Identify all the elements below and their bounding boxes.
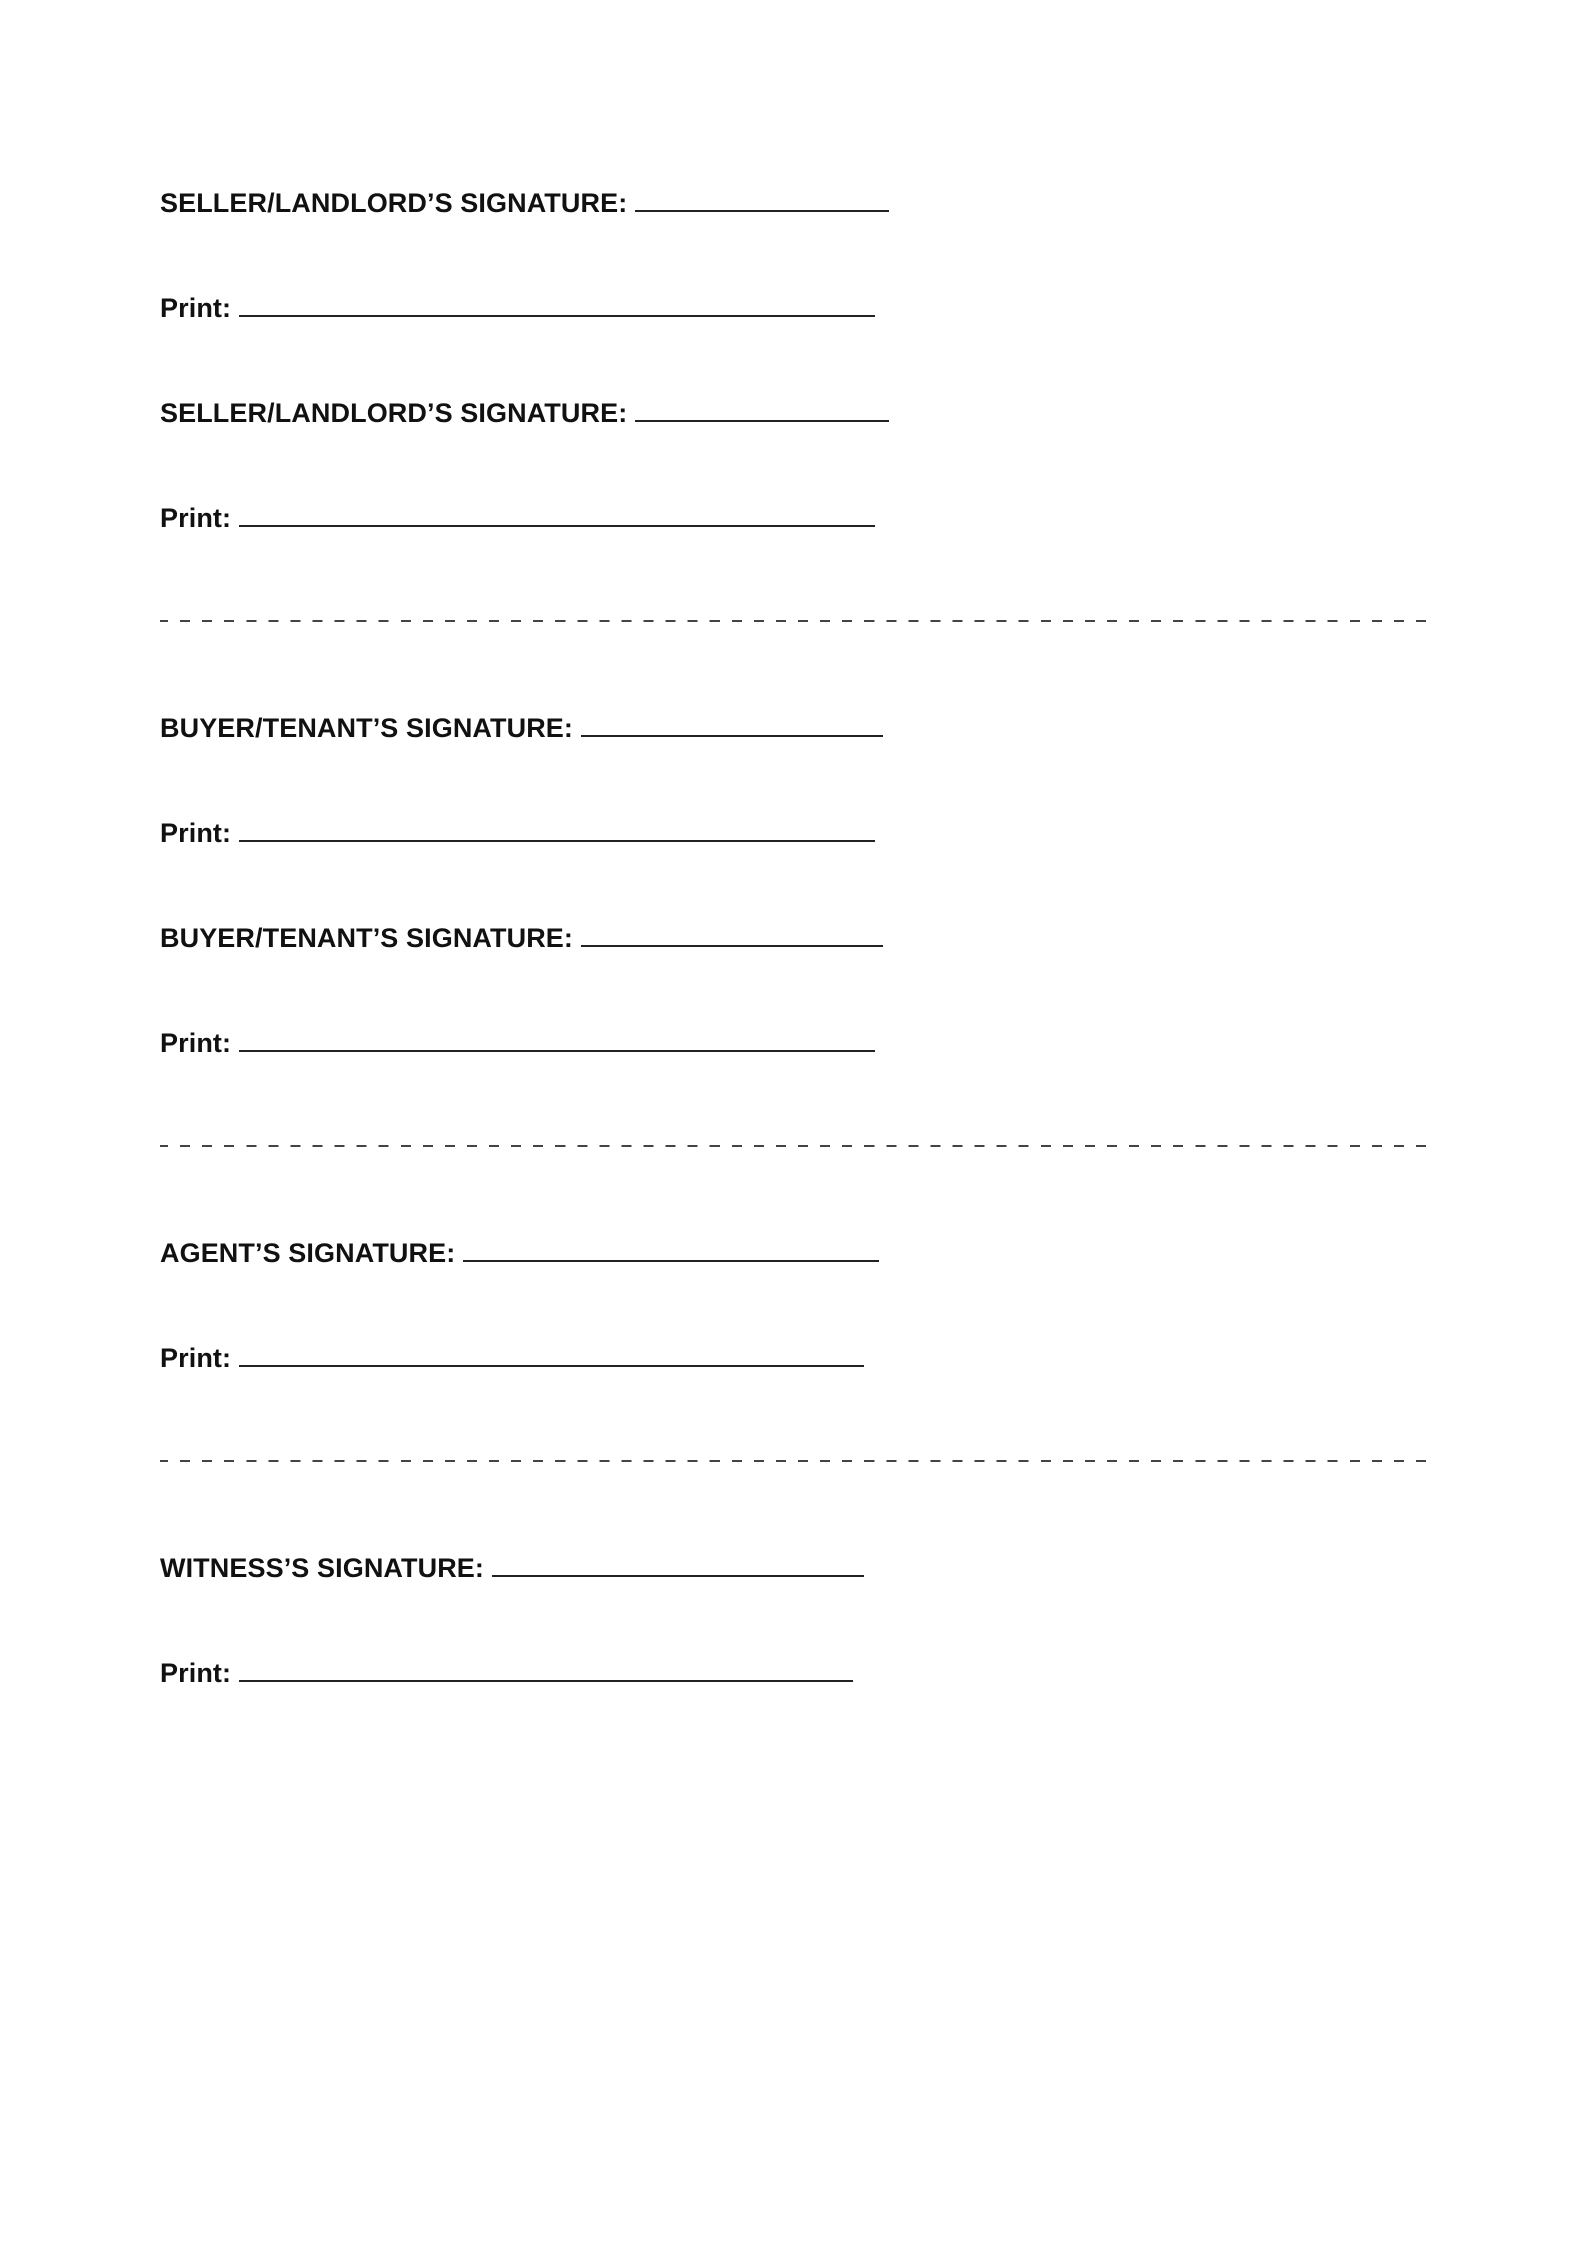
buyer-signature-line-1[interactable] <box>581 735 883 737</box>
witness-signature-line[interactable] <box>492 1575 864 1577</box>
buyer-print-line-2[interactable] <box>239 1050 875 1052</box>
witness-signature-field <box>160 1543 864 1583</box>
section-divider-1 <box>160 620 1428 622</box>
witness-print-label: Print: <box>160 1658 232 1688</box>
buyer-print-label-2: Print: <box>160 1028 232 1058</box>
seller-print-line-2[interactable] <box>239 525 875 527</box>
buyer-print-line-1[interactable] <box>239 840 875 842</box>
seller-print-field-1 <box>160 283 875 323</box>
buyer-signature-field-1 <box>160 703 883 743</box>
agent-print-label: Print: <box>160 1343 232 1373</box>
seller-print-line-1[interactable] <box>239 315 875 317</box>
section-divider-2 <box>160 1145 1428 1147</box>
buyer-print-field-1 <box>160 808 875 848</box>
section-divider-3 <box>160 1460 1428 1462</box>
witness-signature-label: WITNESS’S SIGNATURE: <box>160 1553 485 1583</box>
buyer-print-field-2 <box>160 1018 875 1058</box>
seller-signature-label-2: SELLER/LANDLORD’S SIGNATURE: <box>160 398 628 428</box>
agent-print-line[interactable] <box>239 1365 864 1367</box>
seller-signature-field-2 <box>160 388 889 428</box>
buyer-print-label-1: Print: <box>160 818 232 848</box>
witness-print-line[interactable] <box>239 1680 853 1682</box>
seller-print-field-2 <box>160 493 875 533</box>
buyer-signature-field-2 <box>160 913 883 953</box>
seller-print-label-2: Print: <box>160 503 232 533</box>
buyer-signature-line-2[interactable] <box>581 945 883 947</box>
seller-signature-line-1[interactable] <box>635 210 889 212</box>
agent-signature-field <box>160 1228 879 1268</box>
buyer-signature-label-2: BUYER/TENANT’S SIGNATURE: <box>160 923 574 953</box>
buyer-signature-label-1: BUYER/TENANT’S SIGNATURE: <box>160 713 574 743</box>
seller-print-label-1: Print: <box>160 293 232 323</box>
agent-print-field <box>160 1333 864 1373</box>
agent-signature-line[interactable] <box>463 1260 879 1262</box>
witness-print-field <box>160 1648 853 1688</box>
seller-signature-line-2[interactable] <box>635 420 889 422</box>
seller-signature-field-1 <box>160 178 889 218</box>
agent-signature-label: AGENT’S SIGNATURE: <box>160 1238 456 1268</box>
seller-signature-label-1: SELLER/LANDLORD’S SIGNATURE: <box>160 188 628 218</box>
